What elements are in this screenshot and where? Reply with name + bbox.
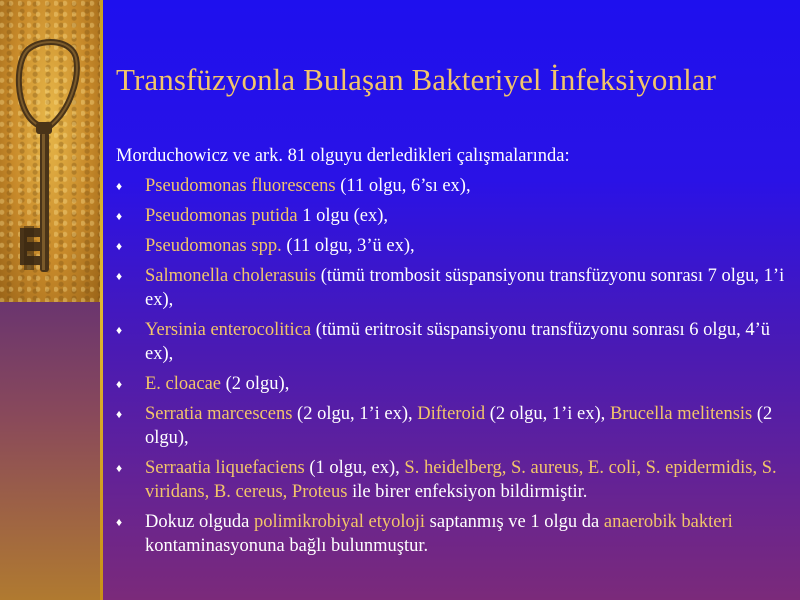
bullet-text: (2 olgu, 1’i ex), [485,404,610,424]
diamond-bullet-icon: ♦ [116,515,123,529]
vertical-divider [100,0,103,600]
bullet-text: (tümü eritrosit süspansiyonu transfüzyonu sonrası 6 olgu, 4’ü ex), [145,320,770,364]
bullet-text: Dokuz olguda [145,512,254,532]
diamond-bullet-icon: ♦ [116,377,123,391]
highlighted-term: E. cloacae [145,374,221,394]
bullet-text: (11 olgu, 3’ü ex), [281,236,415,256]
slide-title: Transfüzyonla Bulaşan Bakteriyel İnfeksiyonlar [116,62,717,97]
key-photo [0,0,100,302]
highlighted-term: Difteroid [417,404,486,424]
diamond-bullet-icon: ♦ [116,461,123,475]
highlighted-term: Pseudomonas spp. [145,236,282,256]
highlighted-term: Yersinia enterocolitica [145,320,312,340]
bullet-list [116,174,796,564]
diamond-bullet-icon: ♦ [116,209,123,223]
highlighted-term: Pseudomonas fluorescens [145,176,336,196]
highlighted-term: anaerobik bakteri [603,512,733,532]
bullet-text: (1 olgu, ex), [304,458,405,478]
bullet-text: saptanmış ve 1 olgu da [425,512,604,532]
highlighted-term: Brucella melitensis [609,404,753,424]
diamond-bullet-icon: ♦ [116,323,123,337]
bullet-item [116,372,796,396]
bullet-text: (2 olgu), [221,374,290,394]
diamond-bullet-icon: ♦ [116,179,123,193]
bullet-item [116,264,796,312]
diamond-bullet-icon: ♦ [116,407,123,421]
bullet-item [116,234,796,258]
bullet-item [116,204,796,228]
bullet-text: ile birer enfeksiyon bildirmiştir. [347,482,588,502]
diamond-bullet-icon: ♦ [116,239,123,253]
bullet-item [116,318,796,366]
bullet-item [116,510,796,558]
bullet-text: (11 olgu, 6’sı ex), [335,176,471,196]
diamond-bullet-icon: ♦ [116,269,123,283]
bullet-text: kontaminasyonuna bağlı bulunmuştur. [145,536,429,556]
highlighted-term: Salmonella cholerasuis [145,266,317,286]
bullet-item [116,456,796,504]
key-icon [0,0,100,302]
highlighted-term: S. heidelberg, S. aureus, E. coli, S. epidermidis, S. viridans, B. cereus, Proteus [145,458,777,502]
highlighted-term: Serraatia liquefaciens [145,458,305,478]
intro-text: Morduchowicz ve ark. 81 olguyu derledikleri çalışmalarında: [116,146,570,166]
bullet-text: 1 olgu (ex), [297,206,389,226]
highlighted-term: Pseudomonas putida [145,206,298,226]
bullet-item [116,174,796,198]
highlighted-term: polimikrobiyal etyoloji [253,512,426,532]
bullet-text: (tümü trombosit süspansiyonu transfüzyonu sonrası 7 olgu, 1’i ex), [145,266,785,310]
highlighted-term: Serratia marcescens [145,404,293,424]
bullet-item [116,402,796,450]
bullet-text: (2 olgu, 1’i ex), [292,404,418,424]
bullet-text: (2 olgu), [145,404,773,448]
